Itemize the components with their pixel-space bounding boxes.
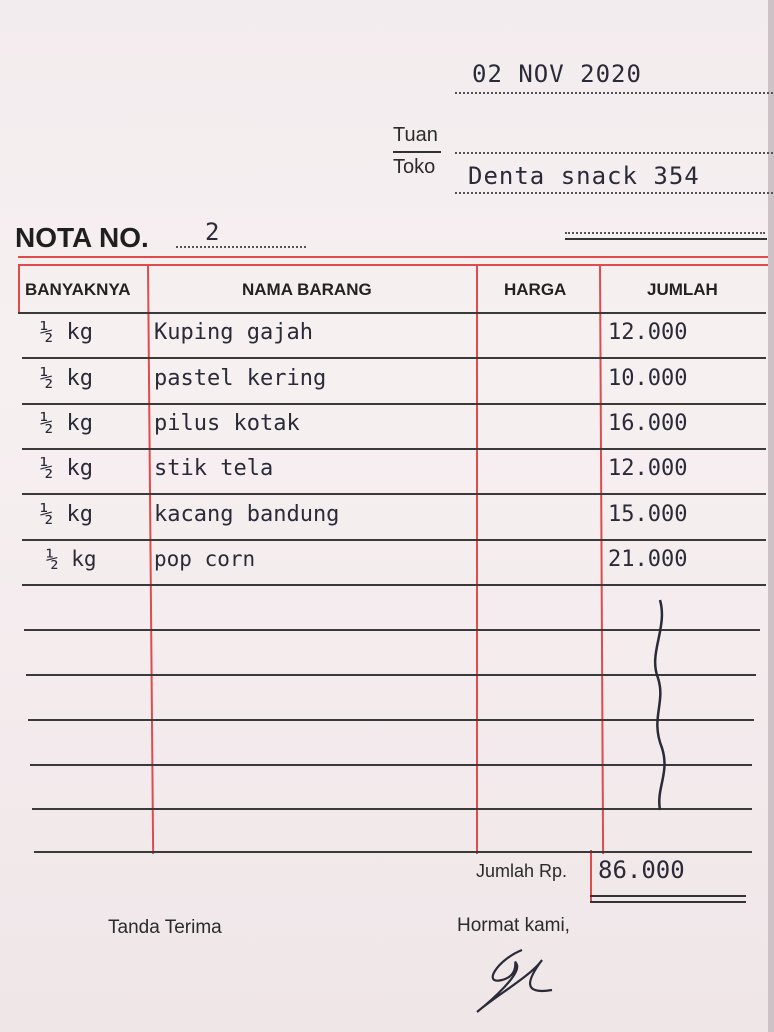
total-underline-1 [590,895,746,897]
blank-line-right [565,232,765,234]
col-line-left [18,264,20,312]
header-nama-barang: NAMA BARANG [242,280,372,299]
row-line [22,493,766,495]
row-4-qty: ½ kg [40,456,93,481]
row-line [34,851,752,853]
header-banyaknya: BANYAKNYA [25,280,131,299]
header-harga: HARGA [504,280,567,299]
row-5-qty: ½ kg [40,502,93,527]
row-line [22,448,766,450]
row-2-item: pastel kering [154,366,327,391]
header-jumlah: JUMLAH [647,280,718,299]
date-line [455,92,773,94]
blank-underline-right [565,238,767,240]
row-6-item: pop corn [154,547,256,571]
date-value: 02 NOV 2020 [472,60,642,88]
total-label: Jumlah Rp. [476,861,568,881]
row-line [18,312,766,314]
tuan-label: Tuan [393,124,438,146]
row-line [22,403,766,405]
row-line [22,584,766,586]
row-1-qty: ½ kg [40,320,93,345]
row-2-qty: ½ kg [40,366,93,391]
tanda-terima-label: Tanda Terima [108,917,222,938]
nota-number: 2 [205,218,221,246]
table-top-red-line-1 [18,256,768,258]
toko-line [455,192,773,194]
tuan-line [455,152,773,154]
toko-value: Denta snack 354 [468,162,700,190]
row-4-item: stik tela [154,456,274,481]
row-line [22,357,766,359]
hormat-kami-label: Hormat kami, [457,915,570,936]
nota-line [176,246,306,248]
tuan-toko-divider [393,151,441,153]
total-underline-2 [590,901,746,903]
table-top-red-line-2 [18,264,768,266]
row-6-qty: ½ kg [46,547,97,571]
nota-label: NOTA NO. [15,222,149,253]
signature-mark [472,940,562,1020]
paper-edge [768,0,774,1032]
toko-label: Toko [393,156,436,178]
row-5-total: 15.000 [608,502,688,527]
empty-rows-squiggle [640,598,680,813]
row-3-qty: ½ kg [40,411,93,436]
row-3-item: pilus kotak [154,411,300,436]
row-6-total: 21.000 [608,547,688,572]
total-value: 86.000 [598,856,685,884]
row-line [22,539,766,541]
row-1-total: 12.000 [608,320,688,345]
row-1-item: Kuping gajah [154,320,313,345]
row-5-item: kacang bandung [154,502,340,527]
row-2-total: 10.000 [608,366,688,391]
row-3-total: 16.000 [608,411,688,436]
row-4-total: 12.000 [608,456,688,481]
